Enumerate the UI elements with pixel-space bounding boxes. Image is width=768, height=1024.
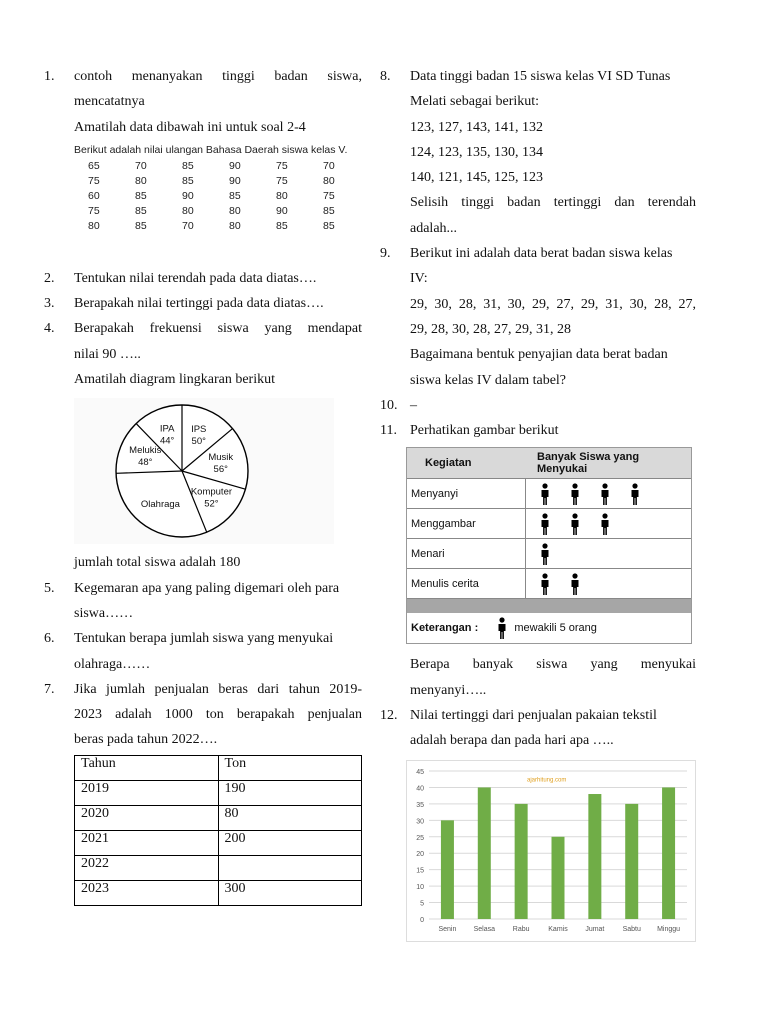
y-tick-label: 30	[416, 817, 424, 825]
instruction-text: Amatilah data dibawah ini untuk soal 2-4	[74, 119, 306, 135]
person-icon	[630, 483, 640, 505]
table-cell: 85	[229, 190, 241, 203]
question-text: Data tinggi badan 15 siswa kelas VI SD Tunas	[410, 69, 671, 84]
person-icon	[570, 513, 580, 535]
year-table	[74, 755, 362, 906]
question-text: Tentukan berapa jumlah siswa yang menyukai	[74, 631, 334, 647]
question-2	[44, 266, 362, 291]
pie-slice-value: 44°	[159, 435, 175, 447]
question-text: Berikut ini adalah data berat badan siswa kelas	[410, 246, 673, 262]
person-icon-head	[572, 483, 577, 488]
table-cell: 300	[218, 880, 362, 905]
y-tick-label: 40	[416, 785, 424, 793]
table-cell: 85	[182, 175, 194, 188]
table-row	[75, 830, 362, 855]
question-text: menyanyi…..	[410, 682, 487, 698]
table-header-row	[75, 755, 362, 780]
question-number: 12.	[380, 708, 398, 724]
data-text: 124, 123, 135, 130, 134	[410, 144, 543, 160]
x-tick-label: Minggu	[657, 925, 681, 933]
table-header-cell: Kegiatan	[407, 448, 525, 479]
question-text: nilai 90 …..	[74, 346, 141, 362]
question-text: Melati sebagai berikut:	[410, 94, 540, 110]
person-icon-head	[572, 573, 577, 578]
question-text: contoh menanyakan tinggi badan siswa,	[74, 69, 362, 84]
person-icon-body	[571, 520, 578, 535]
data-text: 123, 127, 143, 141, 132	[410, 119, 543, 135]
right-column	[380, 64, 696, 942]
table-cell: 80	[229, 205, 241, 218]
question-number: 5.	[44, 580, 55, 596]
person-icon-head	[602, 483, 607, 488]
grade-table	[80, 159, 362, 234]
pie-slice-value: 50°	[191, 436, 206, 448]
person-icon-body	[601, 520, 608, 535]
person-icon-body	[601, 490, 608, 505]
y-tick-label: 0	[420, 916, 424, 924]
person-icon-head	[542, 483, 547, 488]
pie-slice-name: IPA	[159, 423, 175, 435]
table-row	[80, 204, 362, 219]
table-cell: 2021	[75, 830, 219, 855]
bar	[588, 794, 601, 919]
person-icon	[570, 483, 580, 505]
table-cell: 80	[276, 190, 288, 203]
y-tick-label: 35	[416, 801, 424, 809]
table-cell: 75	[323, 190, 335, 203]
question-text: Berapakah frekuensi siswa yang mendapat	[74, 321, 362, 337]
table-cell: 80	[229, 220, 241, 233]
person-icon-head	[572, 513, 577, 518]
person-icon-body	[541, 580, 548, 595]
question-text: olahraga……	[74, 656, 151, 672]
y-tick-label: 15	[416, 867, 424, 875]
person-icon	[540, 513, 550, 535]
table-cell: 85	[276, 220, 288, 233]
question-text: –	[410, 397, 417, 413]
person-icon	[497, 617, 507, 639]
table-cell: 85	[135, 220, 147, 233]
question-number: 3.	[44, 296, 55, 312]
question-text: 2023 adalah 1000 ton berapakah penjualan	[74, 707, 362, 723]
person-icon-body	[631, 490, 638, 505]
question-1	[44, 64, 362, 140]
table-cell: 75	[88, 175, 100, 188]
question-3	[44, 291, 362, 316]
person-icon-body	[541, 520, 548, 535]
pictogram-legend	[407, 613, 691, 643]
table-cell: 85	[323, 205, 335, 218]
table-row	[80, 189, 362, 204]
x-tick-label: Kamis	[548, 925, 568, 933]
question-number: 9.	[380, 246, 391, 262]
data-text: 29, 28, 30, 28, 27, 29, 31, 28	[410, 321, 571, 337]
data-text: 29, 30, 28, 31, 30, 29, 27, 29, 31, 30, 28, 27,	[410, 296, 696, 312]
person-icon	[600, 513, 610, 535]
question-text: mencatatnya	[74, 94, 145, 110]
table-cell: 60	[88, 190, 100, 203]
table-cell: 80	[182, 205, 194, 218]
pictogram-row	[407, 539, 691, 569]
table-header-cell: Ton	[218, 755, 362, 780]
table-cell: 65	[88, 160, 100, 173]
note-text: jumlah total siswa adalah 180	[74, 555, 241, 571]
data-text: 140, 121, 145, 125, 123	[410, 170, 543, 186]
x-tick-label: Jumat	[585, 925, 605, 933]
question-text: Perhatikan gambar berikut	[410, 423, 559, 439]
table-cell: 70	[135, 160, 147, 173]
person-icon	[570, 573, 580, 595]
person-icon-body	[571, 580, 578, 595]
grade-table-image	[74, 144, 362, 240]
table-cell: 80	[88, 220, 100, 233]
question-4	[44, 316, 362, 392]
question-number: 7.	[44, 681, 55, 697]
bar	[625, 804, 638, 919]
table-header-row	[407, 448, 691, 479]
table-cell: 70	[323, 160, 335, 173]
pictogram-label: Menggambar	[407, 509, 525, 539]
question-text: beras pada tahun 2022….	[74, 732, 218, 748]
pictogram-label: Menulis cerita	[407, 569, 525, 599]
x-tick-label: Sabtu	[622, 925, 641, 933]
table-cell: 2022	[75, 855, 219, 880]
pie-slice-name: Musik	[208, 452, 234, 464]
pictogram-icons	[525, 569, 691, 599]
y-tick-label: 10	[416, 883, 424, 891]
person-icon-body	[541, 550, 548, 565]
question-text: Bagaimana bentuk penyajian data berat badan	[410, 347, 668, 363]
grade-table-caption: Berikut adalah nilai ulangan Bahasa Daerah siswa kelas V.	[74, 143, 348, 156]
watermark: ajarhitung.com	[527, 777, 567, 784]
question-number: 10.	[380, 397, 398, 413]
question-8	[380, 64, 696, 241]
question-text: Kegemaran apa yang paling digemari oleh para	[74, 580, 340, 596]
table-cell: 80	[135, 175, 147, 188]
table-header-cell: Banyak Siswa yang Menyukai	[525, 448, 691, 479]
table-divider	[407, 599, 691, 614]
table-cell: 85	[135, 205, 147, 218]
person-icon	[600, 483, 610, 505]
table-cell: 75	[276, 160, 288, 173]
person-icon-head	[602, 513, 607, 518]
table-cell: 75	[88, 205, 100, 218]
pictogram-table	[406, 447, 692, 644]
table-row	[75, 855, 362, 880]
table-cell: 85	[323, 220, 335, 233]
table-cell: 90	[229, 175, 241, 188]
pictogram-icons	[525, 479, 691, 509]
question-6	[44, 626, 362, 677]
question-11	[380, 418, 696, 443]
question-text: Nilai tertinggi dari penjualan pakaian tekstil	[410, 708, 657, 724]
question-text: Jika jumlah penjualan beras dari tahun 2019-	[74, 681, 362, 697]
table-cell: 2023	[75, 880, 219, 905]
table-cell: 80	[323, 175, 335, 188]
pictogram-label: Menyanyi	[407, 479, 525, 509]
legend-label: Keterangan :	[411, 622, 479, 635]
table-cell	[218, 855, 362, 880]
question-11-prompt	[380, 652, 696, 703]
person-icon	[540, 483, 550, 505]
question-text: adalah...	[410, 220, 458, 236]
pie-slice-value: 56°	[213, 464, 228, 476]
pie-chart-figure	[74, 398, 334, 544]
table-header-cell: Tahun	[75, 755, 219, 780]
question-7	[44, 677, 362, 753]
table-cell: 90	[276, 205, 288, 218]
x-tick-label: Rabu	[512, 925, 530, 933]
question-text: Selisih tinggi badan tertinggi dan terendah	[410, 195, 696, 211]
table-row	[75, 805, 362, 830]
y-tick-label: 5	[420, 900, 424, 908]
person-icon-head	[632, 483, 637, 488]
person-icon-head	[542, 573, 547, 578]
table-row	[80, 174, 362, 189]
question-text: Tentukan nilai terendah pada data diatas….	[74, 270, 317, 286]
pictogram-row	[407, 569, 691, 599]
question-text: Berapa banyak siswa yang menyukai	[410, 657, 696, 673]
pictogram-icons	[525, 539, 691, 569]
pie-slice-label	[191, 424, 206, 447]
pie-slice-name: Komputer	[190, 486, 233, 498]
left-column	[44, 64, 362, 906]
table-cell: 75	[276, 175, 288, 188]
person-icon-head	[542, 543, 547, 548]
question-12	[380, 703, 696, 754]
person-icon-body	[541, 490, 548, 505]
table-row	[80, 159, 362, 174]
bar	[662, 787, 675, 919]
table-cell: 90	[229, 160, 241, 173]
question-number: 4.	[44, 321, 55, 337]
x-tick-label: Selasa	[473, 925, 495, 933]
person-icon-head	[542, 513, 547, 518]
question-text: siswa kelas IV dalam tabel?	[410, 372, 567, 388]
bar	[478, 787, 491, 919]
pie-chart	[74, 398, 334, 544]
bar	[441, 820, 454, 919]
bar-chart	[407, 761, 695, 941]
question-text: Berapakah nilai tertinggi pada data diatas….	[74, 296, 324, 312]
question-number: 1.	[44, 69, 55, 84]
question-number: 2.	[44, 270, 55, 286]
question-text: IV:	[410, 271, 428, 287]
person-icon	[540, 543, 550, 565]
bar	[552, 836, 565, 918]
table-row	[75, 780, 362, 805]
pie-slice-name: Olahraga	[140, 499, 180, 511]
question-number: 6.	[44, 631, 55, 647]
x-tick-label: Senin	[438, 925, 457, 933]
table-row	[80, 219, 362, 234]
table-row	[75, 880, 362, 905]
pie-slice-value: 48°	[138, 457, 153, 469]
question-text: adalah berapa dan pada hari apa …..	[410, 733, 614, 749]
person-icon-body	[571, 490, 578, 505]
pie-slice-name: IPS	[191, 424, 207, 436]
table-cell: 2020	[75, 805, 219, 830]
pictogram-row	[407, 479, 691, 509]
legend-text: mewakili 5 orang	[514, 622, 597, 635]
table-cell: 200	[218, 830, 362, 855]
pie-slice-name: Melukis	[129, 445, 162, 457]
y-tick-label: 25	[416, 834, 424, 842]
table-cell: 90	[182, 190, 194, 203]
y-tick-label: 20	[416, 850, 424, 858]
question-5	[44, 576, 362, 627]
pie-slice-label	[141, 500, 181, 511]
bar-chart-figure	[406, 760, 696, 942]
pie-slice-label	[160, 424, 175, 447]
question-text: siswa……	[74, 605, 134, 621]
pictogram-label: Menari	[407, 539, 525, 569]
bar	[515, 804, 528, 919]
person-icon	[540, 573, 550, 595]
table-cell: 80	[218, 805, 362, 830]
pictogram-icons	[525, 509, 691, 539]
question-number: 8.	[380, 69, 391, 84]
table-cell: 2019	[75, 780, 219, 805]
question-10	[380, 393, 696, 418]
table-cell: 85	[182, 160, 194, 173]
question-9	[380, 241, 696, 393]
pie-total-note	[44, 550, 362, 575]
pictogram-row	[407, 509, 691, 539]
table-cell: 85	[135, 190, 147, 203]
pie-slice-value: 52°	[204, 498, 219, 510]
instruction-text: Amatilah diagram lingkaran berikut	[74, 372, 275, 388]
table-cell: 70	[182, 220, 194, 233]
question-number: 11.	[380, 423, 397, 439]
y-tick-label: 45	[416, 768, 424, 776]
table-cell: 190	[218, 780, 362, 805]
